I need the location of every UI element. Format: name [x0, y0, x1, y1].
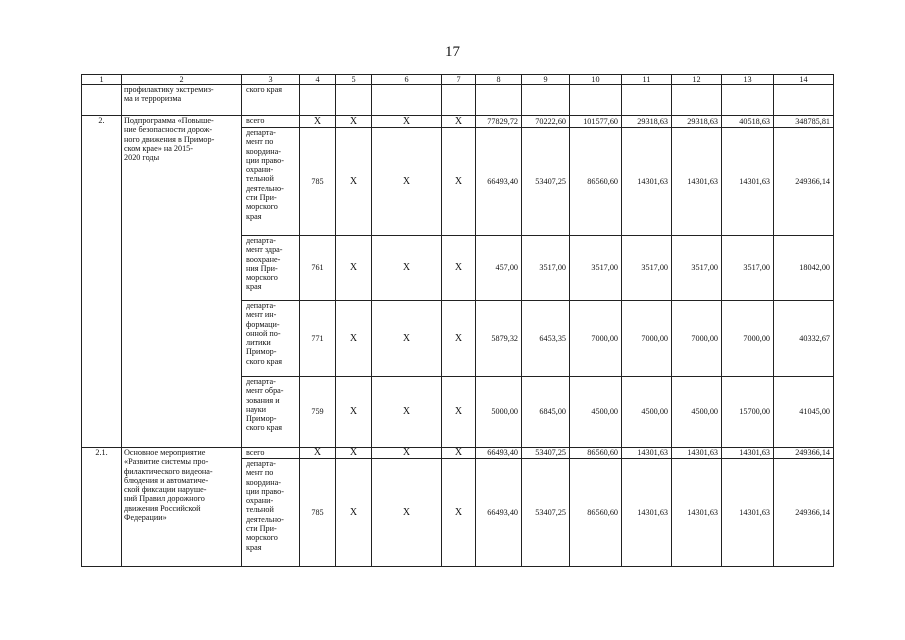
value-cell-8: 66493,40 [476, 459, 522, 567]
value-cell-10: 4500,00 [570, 377, 622, 448]
value-cell-13: 14301,63 [722, 128, 774, 236]
row-name-cell: Подпрограмма «Повыше- ние безопасности дорож- ного движения в Примор- ском крае» на 2015- 2020 годы [122, 116, 242, 448]
col7-cell: X [442, 448, 476, 459]
value-cell-13: 3517,00 [722, 236, 774, 301]
empty-cell [570, 85, 622, 116]
row-number-cell [82, 85, 122, 116]
header-cell-14: 14 [774, 75, 834, 85]
col4-cell: X [300, 448, 336, 459]
value-cell-12: 7000,00 [672, 301, 722, 377]
col6-cell: X [372, 448, 442, 459]
value-cell-12: 29318,63 [672, 116, 722, 128]
empty-cell [442, 85, 476, 116]
page-number: 17 [445, 44, 460, 60]
col5-cell: X [336, 236, 372, 301]
row-number-cell: 2. [82, 116, 122, 448]
header-cell-10: 10 [570, 75, 622, 85]
value-cell-11: 14301,63 [622, 448, 672, 459]
value-cell-8: 66493,40 [476, 128, 522, 236]
col6-cell: X [372, 236, 442, 301]
header-cell-7: 7 [442, 75, 476, 85]
col7-cell: X [442, 377, 476, 448]
value-cell-11: 14301,63 [622, 128, 672, 236]
value-cell-11: 29318,63 [622, 116, 672, 128]
header-cell-9: 9 [522, 75, 570, 85]
value-cell-13: 40518,63 [722, 116, 774, 128]
dept-cell: департа- мент ин- формаци- онной по- литики Примор- ского края [242, 301, 300, 377]
col6-cell: X [372, 116, 442, 128]
value-cell-14: 249366,14 [774, 448, 834, 459]
empty-cell [336, 85, 372, 116]
col5-cell: X [336, 448, 372, 459]
empty-cell [476, 85, 522, 116]
empty-cell [622, 85, 672, 116]
empty-cell [722, 85, 774, 116]
dept-cell: департа- мент обра- зования и науки Примор- ского края [242, 377, 300, 448]
col4-cell: 771 [300, 301, 336, 377]
value-cell-8: 5000,00 [476, 377, 522, 448]
value-cell-10: 101577,60 [570, 116, 622, 128]
col4-cell: 785 [300, 459, 336, 567]
value-cell-8: 66493,40 [476, 448, 522, 459]
col7-cell: X [442, 116, 476, 128]
row-number-cell: 2.1. [82, 448, 122, 567]
value-cell-9: 70222,60 [522, 116, 570, 128]
col6-cell: X [372, 128, 442, 236]
col4-cell: 759 [300, 377, 336, 448]
value-cell-12: 14301,63 [672, 459, 722, 567]
value-cell-12: 14301,63 [672, 448, 722, 459]
table-row [82, 85, 834, 116]
value-cell-14: 348785,81 [774, 116, 834, 128]
value-cell-13: 14301,63 [722, 459, 774, 567]
value-cell-11: 3517,00 [622, 236, 672, 301]
value-cell-9: 6453,35 [522, 301, 570, 377]
empty-cell [372, 85, 442, 116]
empty-cell [300, 85, 336, 116]
value-cell-9: 3517,00 [522, 236, 570, 301]
value-cell-11: 14301,63 [622, 459, 672, 567]
value-cell-14: 40332,67 [774, 301, 834, 377]
col6-cell: X [372, 459, 442, 567]
table-header-row [82, 75, 834, 85]
header-cell-6: 6 [372, 75, 442, 85]
empty-cell [774, 85, 834, 116]
col6-cell: X [372, 377, 442, 448]
header-cell-5: 5 [336, 75, 372, 85]
value-cell-13: 14301,63 [722, 448, 774, 459]
value-cell-10: 86560,60 [570, 128, 622, 236]
dept-cell: всего [242, 448, 300, 459]
value-cell-12: 14301,63 [672, 128, 722, 236]
header-cell-8: 8 [476, 75, 522, 85]
value-cell-9: 6845,00 [522, 377, 570, 448]
header-cell-3: 3 [242, 75, 300, 85]
budget-table [81, 74, 834, 567]
value-cell-14: 18042,00 [774, 236, 834, 301]
dept-cell: всего [242, 116, 300, 128]
value-cell-13: 7000,00 [722, 301, 774, 377]
empty-cell [672, 85, 722, 116]
col7-cell: X [442, 301, 476, 377]
col7-cell: X [442, 236, 476, 301]
col7-cell: X [442, 128, 476, 236]
value-cell-8: 5879,32 [476, 301, 522, 377]
empty-cell [522, 85, 570, 116]
header-cell-1: 1 [82, 75, 122, 85]
value-cell-10: 86560,60 [570, 459, 622, 567]
value-cell-13: 15700,00 [722, 377, 774, 448]
col5-cell: X [336, 116, 372, 128]
value-cell-14: 249366,14 [774, 128, 834, 236]
value-cell-14: 249366,14 [774, 459, 834, 567]
value-cell-12: 3517,00 [672, 236, 722, 301]
header-cell-2: 2 [122, 75, 242, 85]
col7-cell: X [442, 459, 476, 567]
col6-cell: X [372, 301, 442, 377]
header-cell-11: 11 [622, 75, 672, 85]
value-cell-14: 41045,00 [774, 377, 834, 448]
value-cell-10: 86560,60 [570, 448, 622, 459]
dept-cell: департа- мент по координа- ции право- охрани- тельной деятельно- сти При- морского края [242, 128, 300, 236]
value-cell-9: 53407,25 [522, 128, 570, 236]
col4-cell: 785 [300, 128, 336, 236]
value-cell-8: 457,00 [476, 236, 522, 301]
col5-cell: X [336, 301, 372, 377]
col5-cell: X [336, 128, 372, 236]
col4-cell: X [300, 116, 336, 128]
dept-cell: департа- мент по координа- ции право- охрани- тельной деятельно- сти При- морского края [242, 459, 300, 567]
value-cell-9: 53407,25 [522, 448, 570, 459]
row-name-cell: профилактику экстремиз- ма и терроризма [122, 85, 242, 116]
header-cell-12: 12 [672, 75, 722, 85]
value-cell-11: 4500,00 [622, 377, 672, 448]
table-row [82, 448, 834, 459]
col4-cell: 761 [300, 236, 336, 301]
value-cell-11: 7000,00 [622, 301, 672, 377]
dept-cell: ского края [242, 85, 300, 116]
table-row [82, 116, 834, 128]
col5-cell: X [336, 377, 372, 448]
value-cell-10: 3517,00 [570, 236, 622, 301]
value-cell-10: 7000,00 [570, 301, 622, 377]
value-cell-12: 4500,00 [672, 377, 722, 448]
value-cell-9: 53407,25 [522, 459, 570, 567]
value-cell-8: 77829,72 [476, 116, 522, 128]
header-cell-4: 4 [300, 75, 336, 85]
dept-cell: департа- мент здра- воохране- ния При- морского края [242, 236, 300, 301]
col5-cell: X [336, 459, 372, 567]
header-cell-13: 13 [722, 75, 774, 85]
row-name-cell: Основное мероприятие «Развитие системы про- филактического видеона- блюдения и автоматиче- ской фиксации наруше- ний Правил дорожного движения Российской Федерации» [122, 448, 242, 567]
